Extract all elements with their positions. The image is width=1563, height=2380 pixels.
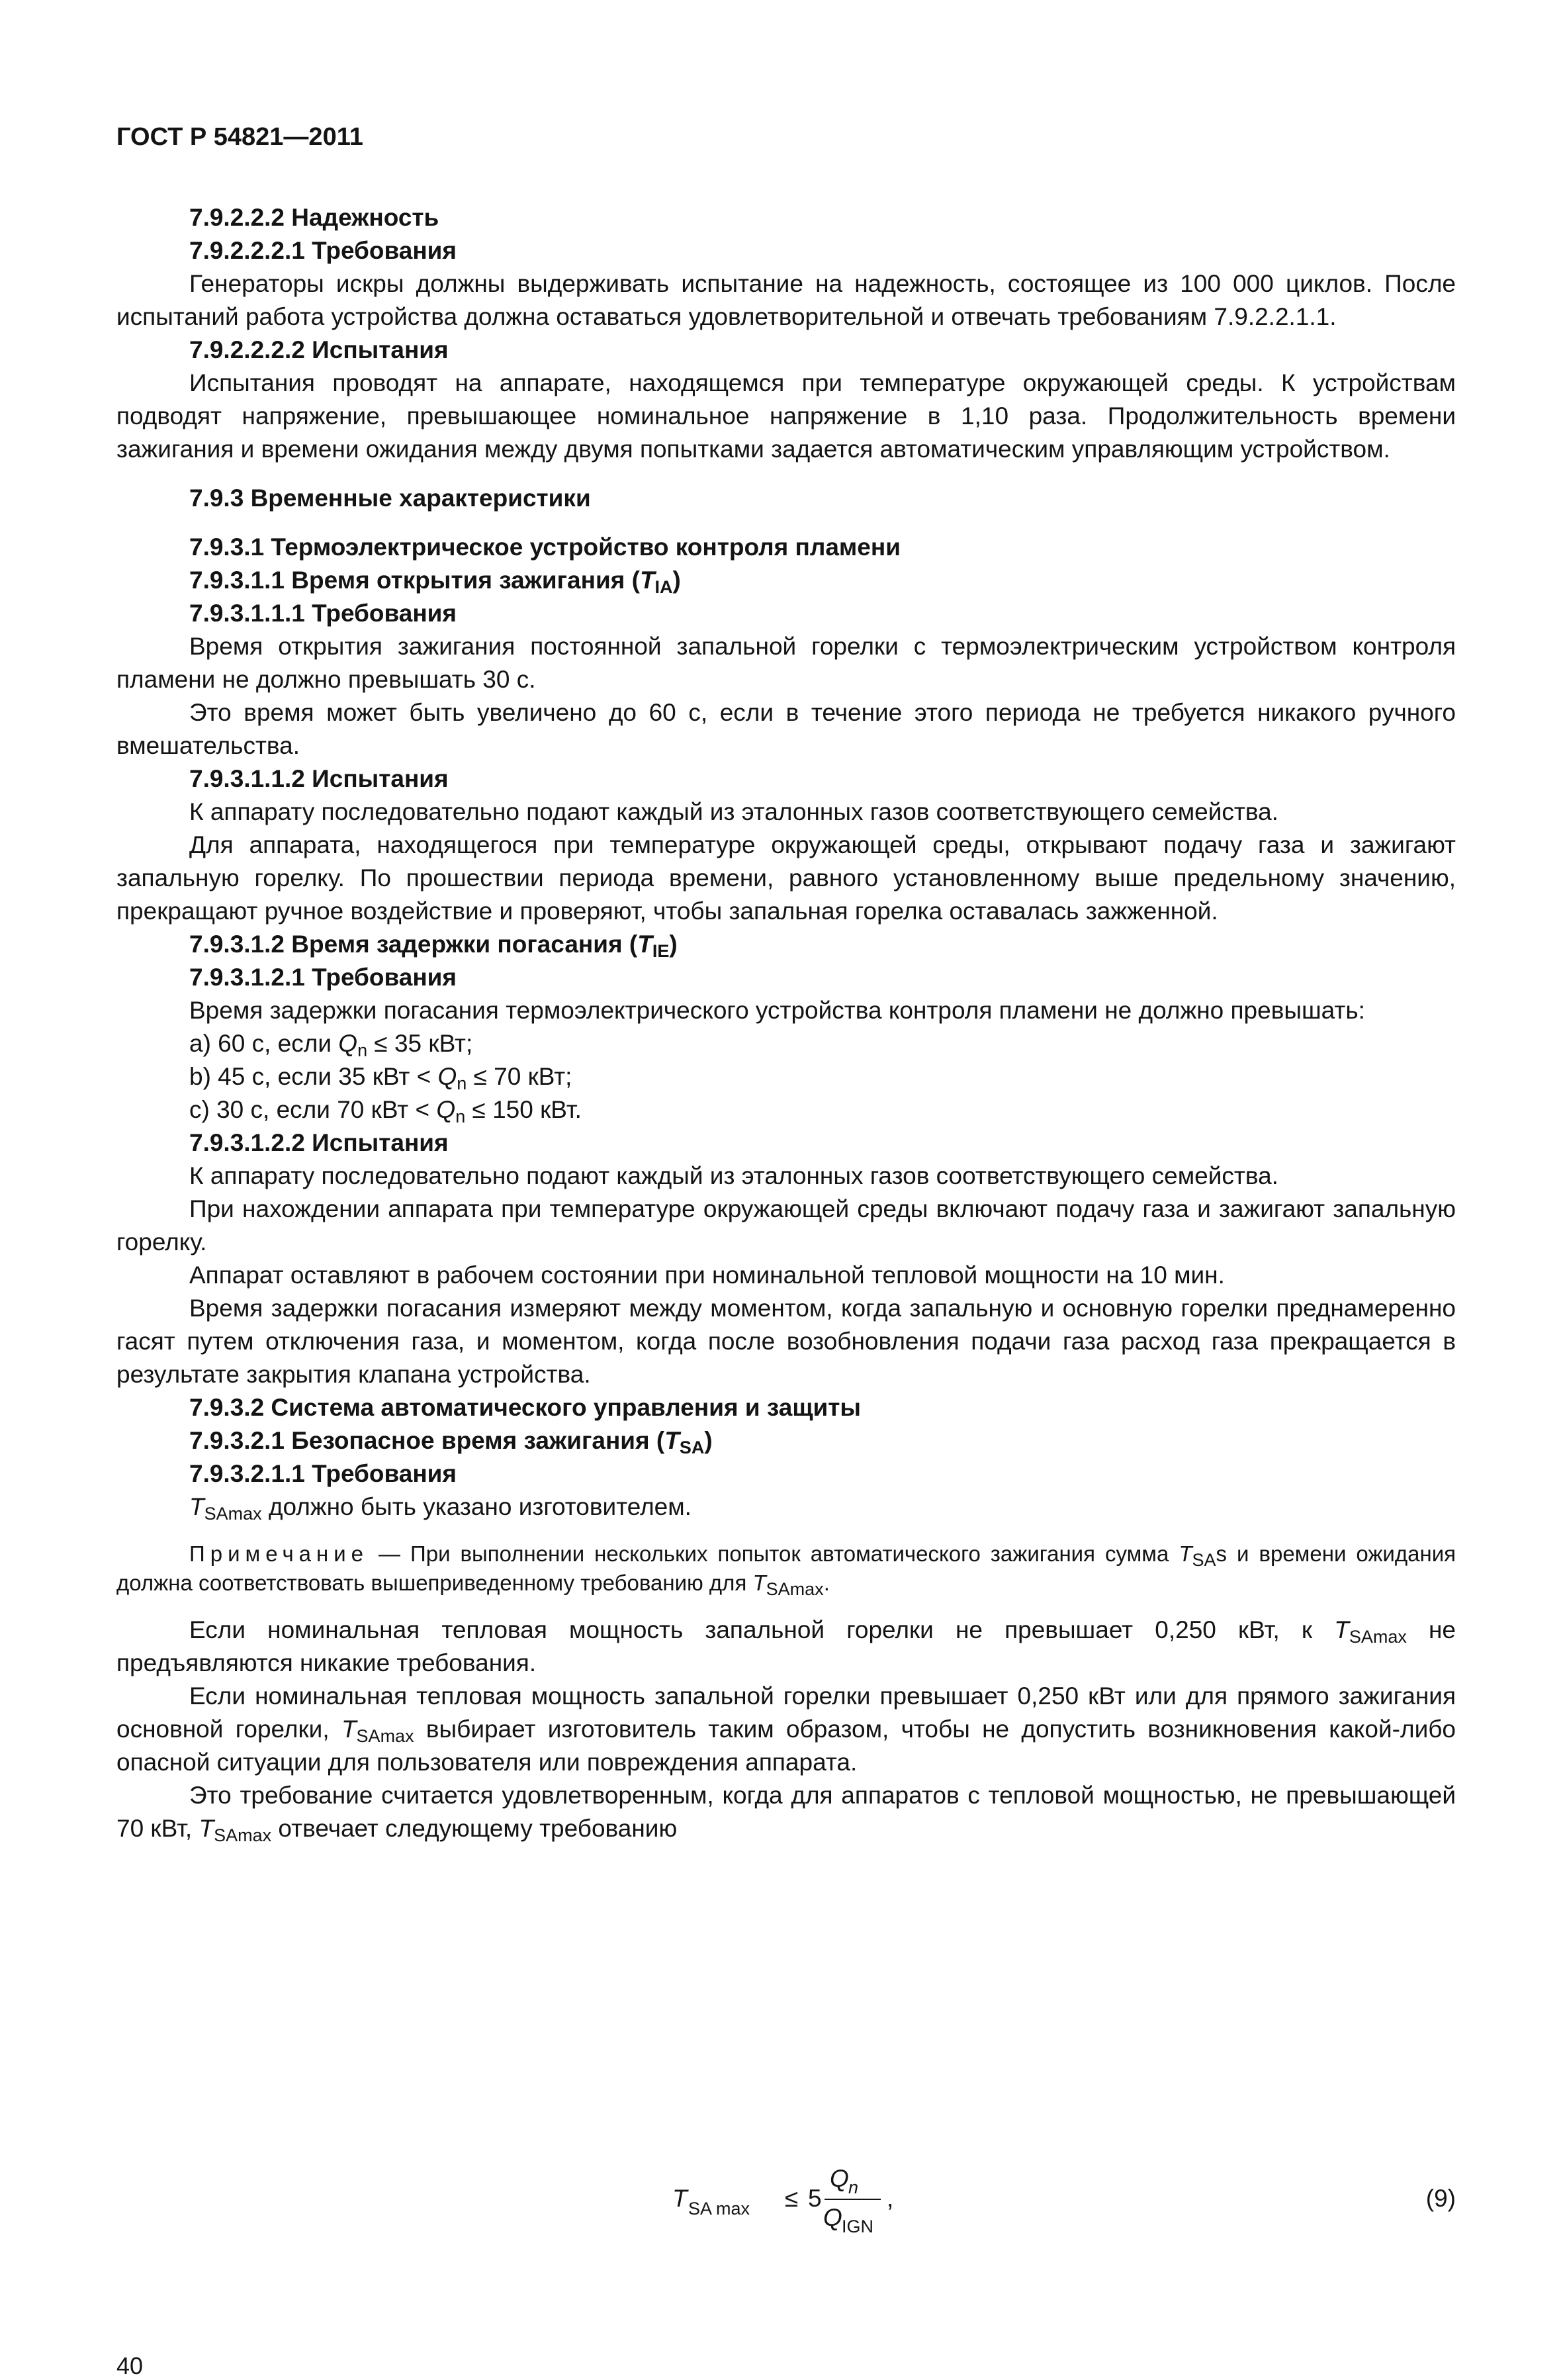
page-number: 40 bbox=[116, 2352, 144, 2379]
paragraph: Испытания проводят на аппарате, находящемся при температуре окружающей среды. К устройствам подводят напряжение, превышающее номинальное напряжение в 1,10 раза. Продолжительность времени зажигания и времени ожидания между двумя попытками задается автоматическим управляющим устройством. bbox=[116, 369, 1456, 463]
section-heading: 7.9.3.2.1 Безопасное время зажигания $(T_{SA})$ bbox=[189, 1427, 713, 1457]
note: Примечание — При выполнении нескольких попыток автоматического зажигания сумма $T_{SA}s$ и времени ожидания должна соответствовать вышеприведенному требованию для $T_{SAmax}$. bbox=[116, 1541, 1456, 1599]
formula-lhs-subscript: SA max bbox=[688, 2199, 750, 2219]
section-heading: 7.9.3.1.2.2 Испытания bbox=[189, 1129, 449, 1156]
section-heading: 7.9.3.1.2 Время задержки погасания $(T_{IE})$ bbox=[189, 931, 678, 961]
paragraph: Это требование считается удовлетворенным, когда для аппаратов с тепловой мощностью, не превышающей 70 кВт, $T_{SAmax}$ отвечает следующему требованию bbox=[116, 1782, 1456, 1845]
formula-denominator-symbol: Q bbox=[823, 2204, 842, 2231]
formula-lhs-symbol: T bbox=[672, 2185, 688, 2212]
formula-9 bbox=[116, 2155, 1456, 2234]
section-heading: 7.9.2.2.2.1 Требования bbox=[189, 237, 457, 264]
document-body bbox=[116, 201, 1456, 1845]
section-heading: 7.9.3.1.1.2 Испытания bbox=[189, 765, 449, 792]
section-heading: 7.9.2.2.2 Надежность bbox=[189, 204, 439, 231]
paragraph: $T_{SAmax}$ должно быть указано изготовителем. bbox=[189, 1493, 692, 1524]
paragraph: Время открытия зажигания постоянной запальной горелки с термоэлектрическим устройством контроля пламени не должно превышать 30 с. bbox=[116, 633, 1456, 693]
section-heading: 7.9.2.2.2.2 Испытания bbox=[189, 336, 449, 363]
paragraph: Генераторы искры должны выдерживать испытание на надежность, состоящее из 100 000 циклов. После испытаний работа устройства должна оставаться удовлетворительной и отвечать требованиям 7.9.2.2.1.1. bbox=[116, 270, 1456, 330]
formula-number: (9) bbox=[1425, 2185, 1456, 2212]
list-item: c) 30 с, если 70 кВт < $Q_n \le 150$ кВт. bbox=[189, 1096, 582, 1126]
list-item: b) 45 с, если 35 кВт < $Q_n \le 70$ кВт; bbox=[189, 1063, 572, 1093]
formula-numerator-subscript: n bbox=[848, 2177, 859, 2197]
paragraph: Это время может быть увеличено до 60 с, если в течение этого периода не требуется никакого ручного вмешательства. bbox=[116, 699, 1456, 759]
paragraph: Время задержки погасания термоэлектрического устройства контроля пламени не должно превышать: bbox=[189, 997, 1365, 1024]
section-heading: 7.9.3.1.2.1 Требования bbox=[189, 964, 457, 991]
list-item: a) 60 с, если $Q_n \le 35$ кВт; bbox=[189, 1030, 473, 1060]
section-heading: 7.9.3.2.1.1 Требования bbox=[189, 1460, 457, 1487]
paragraph: Время задержки погасания измеряют между моментом, когда запальную и основную горелки преднамеренно гасят путем отключения газа, и моментом, когда после возобновления подачи газа расход газа прекращается в результате закрытия клапана устройства. bbox=[116, 1295, 1456, 1388]
paragraph: К аппарату последовательно подают каждый из эталонных газов соответствующего семейства. bbox=[189, 798, 1278, 825]
section-heading: 7.9.3.2 Система автоматического управления и защиты bbox=[189, 1394, 862, 1421]
formula-le-sign: ≤ bbox=[785, 2185, 799, 2212]
paragraph: Если номинальная тепловая мощность запальной горелки превышает 0,250 кВт или для прямого зажигания основной горелки, $T_{SAmax}$ выбирает изготовитель таким образом, чтобы не допустить возникновения какой-либо опасной ситуации для пользователя или повреждения аппарата. bbox=[116, 1682, 1456, 1776]
section-heading: 7.9.3 Временные характеристики bbox=[189, 484, 591, 512]
document-code: ГОСТ Р 54821—2011 bbox=[116, 123, 363, 151]
section-heading: 7.9.3.1.1 Время открытия зажигания $(T_{IA})$ bbox=[189, 567, 681, 597]
formula-numerator-symbol: Q bbox=[830, 2165, 849, 2192]
paragraph: При нахождении аппарата при температуре окружающей среды включают подачу газа и зажигают запальную горелку. bbox=[116, 1195, 1456, 1256]
formula-denominator-subscript: IGN bbox=[842, 2217, 874, 2234]
note-label: Примечание bbox=[189, 1541, 369, 1566]
formula-expression bbox=[672, 2162, 990, 2234]
paragraph: Для аппарата, находящегося при температуре окружающей среды, открывают подачу газа и зажигают запальную горелку. По прошествии периода времени, равного установленному выше предельному значению, прекращают ручное воздействие и проверяют, чтобы запальная горелка оставалась зажженной. bbox=[116, 831, 1456, 925]
section-heading: 7.9.3.1.1.1 Требования bbox=[189, 600, 457, 627]
paragraph: Если номинальная тепловая мощность запальной горелки не превышает 0,250 кВт, к $T_{SAmax}$ не предъявляются никакие требования. bbox=[116, 1616, 1456, 1676]
paragraph: К аппарату последовательно подают каждый из эталонных газов соответствующего семейства. bbox=[189, 1162, 1278, 1189]
formula-comma: , bbox=[887, 2185, 894, 2212]
section-heading: 7.9.3.1 Термоэлектрическое устройство контроля пламени bbox=[189, 533, 901, 561]
paragraph: Аппарат оставляют в рабочем состоянии при номинальной тепловой мощности на 10 мин. bbox=[189, 1261, 1225, 1289]
formula-coefficient: 5 bbox=[808, 2185, 822, 2212]
